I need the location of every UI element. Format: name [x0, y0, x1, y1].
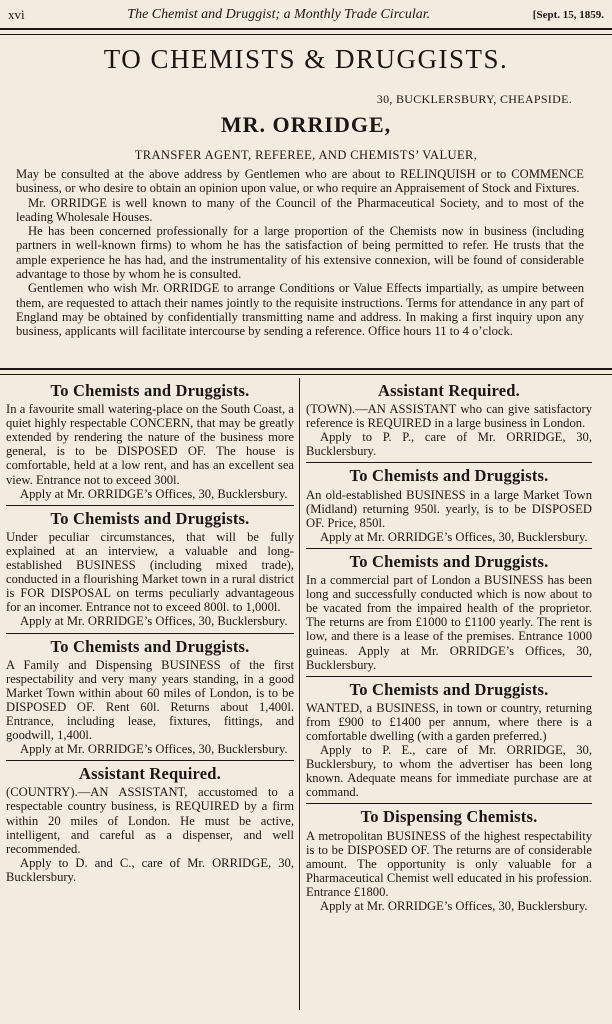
ad-body: In a favourite small watering-place on the South Coast, a quiet highly respectable CONCERN, that may be greatly extended by rendering the nature of the business more general, is to be DISPOSED OF. The house is comfortable, held at a low rent, and has an excellent sea view. Entrance not to exceed 300l. [6, 402, 294, 487]
section-rule [0, 368, 612, 375]
advertisement [306, 466, 592, 544]
notice-paragraph: Mr. ORRIDGE is well known to many of the Council of the Pharmaceutical Society, and to most of the leading Wholesale Houses. [16, 195, 584, 224]
ad-separator [6, 505, 294, 506]
notice-address: 30, BUCKLERSBURY, CHEAPSIDE. [376, 92, 572, 106]
ad-separator [306, 462, 592, 463]
ad-separator [306, 803, 592, 804]
ad-body: An old-established BUSINESS in a large Market Town (Midland) returning 950l. yearly, is to be DISPOSED OF. Price, 850l. [306, 487, 592, 530]
notice-paragraph: He has been concerned professionally for a large proportion of the Chemists now in business (including partners in well-known firms) to whom he has the satisfaction of being permitted to refer. He trusts that the ample experience he has had, and the instrumentality of his extensive connexion, will be found of considerable advantage to those by whom he is consulted. [16, 224, 584, 282]
ad-heading: To Chemists and Druggists. [349, 551, 549, 571]
ad-heading: Assistant Required. [378, 381, 520, 400]
right-column [306, 378, 592, 1010]
advertisement [306, 807, 592, 913]
notice-name: MR. ORRIDGE, [220, 112, 392, 137]
running-head [8, 4, 604, 26]
ad-body: In a commercial part of London a BUSINESS has been long and successfully conducted which is now about to be vacated from the impaired health of the proprietor. The returns are from £1000 to £1100 yearly. The rent is low, and there is a lease of the premises. Entrance 1000 guineas. Apply at Mr. ORRIDGE’s Offices, 30, Bucklersbury. [306, 573, 592, 672]
ad-heading: To Chemists and Druggists. [50, 636, 250, 656]
ad-heading: To Dispensing Chemists. [360, 807, 538, 827]
advertisement [306, 551, 592, 672]
advertisement [6, 508, 294, 629]
ad-apply: Apply at Mr. ORRIDGE’s Offices, 30, Bucklersbury. [320, 529, 588, 544]
ad-apply: Apply at Mr. ORRIDGE’s Offices, 30, Bucklersbury. [20, 742, 288, 757]
notice-subtitle: TRANSFER AGENT, REFEREE, AND CHEMISTS’ VALUER, [134, 148, 478, 162]
column-divider [299, 378, 300, 1010]
advertisement [6, 636, 294, 757]
ad-heading: To Chemists and Druggists. [50, 381, 250, 400]
ad-body: A metropolitan BUSINESS of the highest respectability is to be DISPOSED OF. The returns are of considerable amount. The opportunity is only valuable for a Pharmaceutical Chemist well educated in his profession. Entrance £1800. [306, 828, 592, 899]
ad-apply: Apply at Mr. ORRIDGE’s Offices, 30, Bucklersbury. [20, 614, 288, 629]
advertisement [306, 381, 592, 459]
ad-separator [306, 548, 592, 549]
ad-heading: To Chemists and Druggists. [50, 508, 250, 528]
notice-paragraph: May be consulted at the above address by Gentlemen who are about to RELINQUISH or to COMMENCE business, or who desire to obtain an opinion upon value, or who require an Appraisement of Stock and Fixtures. [16, 167, 584, 196]
ad-body: A Family and Dispensing BUSINESS of the first respectability and very many years standing, in a good Market Town within about 60 miles of London, is to be DISPOSED OF. Rent 60l. Returns about 1,400l. Entrance, including lease, fixtures, fittings, and goodwill, 1,400l. [6, 657, 294, 743]
ad-apply: Apply to D. and C., care of Mr. ORRIDGE, 30, Bucklersbury. [6, 855, 294, 884]
ad-separator [306, 676, 592, 677]
ad-separator [6, 760, 294, 761]
ad-heading: To Chemists and Druggists. [349, 679, 549, 699]
ad-apply: Apply at Mr. ORRIDGE’s Offices, 30, Bucklersbury. [20, 486, 288, 501]
ad-body: (TOWN).—AN ASSISTANT who can give satisfactory reference is REQUIRED in a large business in London. [306, 402, 592, 431]
header-rule [0, 28, 612, 35]
ad-body: WANTED, a BUSINESS, in town or country, returning from £900 to £1400 per annum, where there is a comfortable dwelling (with a garden preferred.) [306, 700, 592, 743]
ad-apply: Apply to P. E., care of Mr. ORRIDGE, 30, Bucklersbury, to whom the advertiser has been long known. Adequate means for immediate purchase are at command. [306, 743, 592, 800]
notice-paragraph: Gentlemen who wish Mr. ORRIDGE to arrange Conditions or Value Effects impartially, as umpire between them, are requested to attach their names jointly to the requisite instructions. Terms for attendance in any part of England may be obtained by confidentially transmitting name and address. In making a first inquiry upon any business, applicants will facilitate intercourse by sending a reference. Office hours 11 to 4 o’clock. [16, 281, 584, 339]
ad-heading: To Chemists and Druggists. [349, 466, 549, 486]
ad-apply: Apply to P. P., care of Mr. ORRIDGE, 30, Bucklersbury. [306, 430, 592, 459]
advertisement [306, 679, 592, 800]
issue-date: [Sept. 15, 1859. [532, 9, 604, 21]
notice-body [16, 167, 584, 339]
ad-apply: Apply at Mr. ORRIDGE’s Offices, 30, Bucklersbury. [320, 899, 588, 913]
left-column [6, 378, 294, 1010]
page-number: xvi [8, 7, 25, 22]
ad-body: (COUNTRY).—AN ASSISTANT, accustomed to a respectable country business, is REQUIRED by a firm within 20 miles of London. He must be active, intelligent, and careful as a dispenser, and well recommended. [6, 785, 294, 856]
publication-title: The Chemist and Druggist; a Monthly Trade Circular. [127, 7, 431, 22]
advertisement [6, 381, 294, 501]
notice-title: TO CHEMISTS & DRUGGISTS. [103, 44, 509, 74]
ad-heading: Assistant Required. [79, 764, 221, 784]
ad-body: Under peculiar circumstances, that will be fully explained at an interview, a valuable and long-established BUSINESS (including mixed trade), conducted in a flourishing Market town in a rural district is FOR DISPOSAL on terms peculiarly advantageous for an incomer. Entrance not to exceed 800l. to 1,000l. [6, 529, 294, 615]
advertisement [6, 764, 294, 884]
ad-separator [6, 633, 294, 634]
